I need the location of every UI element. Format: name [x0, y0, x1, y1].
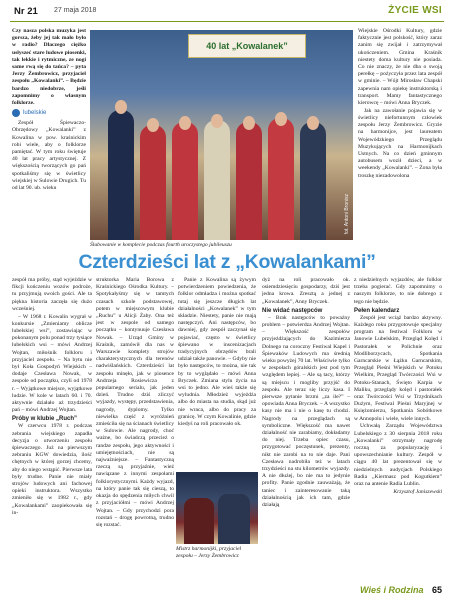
- body-text: – Brak następców to poważny problem – potwierdza Andrzej Wojtan. – Większość zespołów przyjeżdżających do Kazimierza Dolnego na coroczny Festiwal Kapel i Śpiewaków Ludowych ma średnią wieku powyżej 70 lat. Właściwie tylko w zespołach góralskich jest pod tym względem lepiej. – Ale są tacy, którzy są miejscu i mogliby przyjść do zespołu. Ale teraz się liczy kasa. I pierwsze pytanie brzmi „za ile?” – opowiada Anna Bryczek. – A wszystko kasy nie ma i nie o kasę tu chodzi. Nagrody na przeglądach są symboliczne. Większość ma nawet działalność nie zarabiamy, dokładamy do niej. Trzeba opiec czasu, przygotować poczęstunek, prezenty, nikt nie zarobi na to nie daje. Pani Czesława nadrobiła też w latach trzydzieści na stu kilometrów wyjazdy. A nie dłużej, bo nie ma to jedynie profity. Panie zgodnie zauważają, że taniec i zainteresowanie taką działalnością jak ich tam, gdzie działają: [262, 314, 350, 509]
- subheading: Próby w klubie „Ruch”: [12, 416, 78, 423]
- photo-head: [147, 118, 159, 132]
- subheading: Pełen kalendarz: [354, 307, 400, 314]
- bottom-column-2: [96, 277, 174, 592]
- body-text: W czerwcu 1978 r. podczas zebrania wiejskiego zapadła decyzja o utworzeniu zespołu śpiewaczego. Już na pierwszym zebraniu KGW dowiedzia, ilość chętnych w której gorzej chcemy, aby do niego wstąpić. Pierwsze lata były trudne. Panie nie miały strojów ludowych ani fachowej opieki instruktora. Wszystko zmieniło się w 1982 r., gdy „Kowalankami” zaopiekowała się in-: [12, 423, 92, 516]
- intro-text: Zespół Śpiewaczo-Obrzędowy „Kowalanki” z Kowalina w pow. kraśnickim robi wiele, aby o folklorze pamiętać. W tym roku świętuje 40 lat pracy artystycznej. Z większością tworzących go pań spotkaliśmy się w świetlicy wiejskiej w Sulowie Drugich. Tu od lat 90. ub. wieku: [12, 120, 86, 192]
- photo-figure: [108, 110, 134, 240]
- photo-figure: [268, 118, 294, 240]
- right-text-1: Wiejskie Ośrodki Kultury, gdzie faktycznie jest polskość, który zaraz zanim się zwijał i zatrzymywał ukończeniem. Gmina Kraśnik niestety doma kultury nie posiada. Co nie znaczy, że nie dba o swoją perełkę – pożyczyła przez lata zespół w gminie. – Wójt Mirosław Chapski zapewnia nam opiekę instruktorską i transport. Mamy fantastycznego kierowcę – mówi Anna Bryczek.: [358, 28, 442, 107]
- photo-figure: [172, 122, 198, 240]
- main-photo: [90, 30, 353, 240]
- photo-caption: Ślubowanie w komplecie podczas fourth uroczystego jubileuszu: [90, 242, 232, 248]
- right-text-2: Jak na zawołanie pojawia się w świetlicy niefortunnym człowiek zespołu Jerzy Żembrowicz. Gryzie na harmonijce, jest laureatem Wojewódzkiego Przeglądu Muzykujących na Harmonijkach Ustnych. Na co dzień gminnym autobusem woził dzieci, a w weekendy „Kowalanki”. – Żona była troszkę niezadowolona: [358, 107, 442, 179]
- body-text: Panie z Kowalina są żywym potwierdzeniem powiedzenia, że folklor odmładza i można spotkać tutaj się jeszcze długich lat działalności „Kowalanek” w tym składzie. Niestety, panie nie mają następczyń. Ani następców, bo dawniej, gdy zespół zaczynał się pojawiać, często w świetlicy śpiewano w inscenizacjach tradycyjnych obrzędów brali udział także panowie. – Gdyby nie było następców, to można, nie tak by to wyglądało – mówi Anna Bryczek. Zmiana stylu życia na wsi to jedno. Ale wieś także się wyludnia. Młodzież wyjeżdża albo do miasta na studia, skąd już nie wraca, albo do pracy za granicę. W czym Kowalinie, gdzie kiedyś na roli pracowało ok.: [178, 277, 256, 428]
- body-text: dyż na roli pracowało ok. osiemdziesięciu gospodarzy, dziś jest jedna krowa. Zresztą a jednej z „Kowalanek”, Anny Bryczek.: [262, 277, 350, 305]
- photo-head: [307, 116, 319, 130]
- right-column: [358, 28, 442, 246]
- bottom-column-4: [262, 277, 350, 592]
- bottom-column-5: [354, 277, 442, 577]
- page-number: 65: [431, 585, 442, 595]
- photo-head: [243, 116, 255, 130]
- body-text: Zespół jest wciąż bardzo aktywny. Każdego roku przygotowuje specjalny program na festiwal Folkloru w Janowie Lubelskim, Przegląd Kolęd i Pastorałek w Polichnie oraz Modliborzycach, Spotkania Garncarskie w Łążku Garncarskim, Przegląd Pieśni Wiejskich w Potoku Wielkim, Przegląd Twórczości Wsi w Potoku-Stanach, Święto Karpia w Maliku, przeglądy kolęd i pastorałek oraz Twórczości Wsi w Trzydnikach Dużym, Festiwal Pieśni Maryjnej w Księżomierzu, Spotkania Sobótkowe w Annopolu i wiele, wiele innych.: [354, 314, 442, 422]
- bottom-column-1: [12, 277, 92, 592]
- portrait-caption: Mistrz harmonijki, przyjaciel zespołu – Jerzy Żembrowicz: [176, 546, 242, 559]
- portrait-photo: [176, 472, 258, 544]
- photo-figure: [204, 120, 230, 240]
- region-label: lubelskie: [23, 110, 47, 117]
- page-footer: [360, 585, 442, 595]
- region-tag: [12, 109, 86, 117]
- lead-text: Czy nasza polska muzyka jest gorsza, żeby jej tak mało było w radio? Dlaczego ciężko usłyszeć stare ludowe piosenki, tak lekkie i rytmiczne, ze nogi same rwą się do tańca? – pyta Jerzy Żembrowicz, przyjaciel zespołu „Kowalanki”. – Będzie bardzo niedobrze, jeśli zapomnimy o własnym folklorze.: [12, 28, 86, 107]
- article-title: Czterdzieści lat z „Kowalankami”: [78, 251, 376, 273]
- header-rule: [10, 21, 444, 22]
- photo-figure: [236, 122, 262, 240]
- photo-banner: 40 lat „Kowalanek”: [188, 34, 306, 58]
- photo-figure: [184, 498, 214, 544]
- issue-number: Nr 21: [14, 6, 38, 17]
- photo-head: [179, 116, 191, 130]
- body-text: Uchwałą Zarządu Województwa Lubelskiego z 30 sierpnia 2018 roku „Kowalanki” otrzymały nagrodę roczną za popularyzację i upowszechnianie kultury. Zespół w ciągu 40 lat prezentował się w niedzielnych audycjach Polskiego Radia „Kiermasz pod Kogutkiem” oraz na antenie Radia Lublin.: [354, 423, 442, 487]
- photo-figure: [300, 122, 326, 240]
- photo-head: [115, 100, 127, 114]
- body-text: struktorka Maria Borowa z Kraśnickiego Ośrodka Kultury. – Spotykałyśmy się w tamtych czasach szkole podstawowej, potem w miejscowym klubie „Ruchu” u Alicji Żaby. Ona też jest w zespole od samego początku – kontynuuje Czesława Nowak. – Urząd Gminy w Kraśnik, zamówił dla nas w Warszawie komplety strojów charakterystycznych dla terenów nadwiślańskich. Czterdzieści lat zespołu minęło, jak w piosence Andrzeja Rosiewicza z popularnego serialu, jak jeden dzień. Trudno dziś zliczyć wyjazdy, występy, przedstawienia, nagrody, dyplomy. Tylko niewielka część z wyróżnień zmieściła się na ścianach świetlicy w Sulowie. Ale nagrody, choć ważne, bo świadczą przecież o randze zespołu, jego aktywności i umiejętnościach, nie są najważniejsze. – Fantastyczną rzeczą są przyjaźnie, wieź nawiązane z innymi zespołami folklorystycznymi. Każdy wyjazd, na który panie tak się cieszą, to okazja do spędzenia miłych chwil z przyjaciółmi – mówi Andrzej Wojtan. – Gdy przychodzi pora rozstań – drogę powrotną, trudno się rozstać.: [96, 277, 174, 528]
- body-text: z niedzielnych wyjazdów, ale folklor trzeba pogierać. Gdy zapomnimy o naszym folklorze, to nie dobrego z tego nie będzie.: [354, 277, 442, 305]
- left-column: [12, 28, 86, 243]
- author-signature: Krzysztof Janiszewski: [393, 488, 442, 495]
- magazine-name: Wieś i Rodzina: [360, 585, 424, 595]
- issue-date: 27 maja 2018: [54, 7, 97, 14]
- photo-figure: [140, 125, 166, 240]
- photo-figure: [218, 494, 250, 544]
- body-text: – W 1968 r. Kowalin wygrał w konkursie „Zmieniamy oblicze lubelskiej wsi”, zostawiając w pokonanym polu ponad trzy tysiące lubelskich wsi – mówi Andrzej Wojtan, miłośnik folkloru i przyjaciel zespołu. – Na bytu nie był Koła Gospodyń Wiejskich – dodaje Czesława Nowak, w zespole od początku, czyli od 1978 r. – Wyjątkowe miejsce, wyjątkowe ludzie. W kole w latach 60. i 70. aktywnie działało aż trzydzieści pań – mówi Andrzej Wojtan.: [12, 313, 92, 414]
- photo-credit: fot. Antoni Bronisz: [344, 193, 350, 234]
- brand-name: ŻYCIE WSI: [388, 5, 442, 16]
- body-text: zespół ma próby, stąd wyjeździe w fikcji kończeniu wozów podroże, tu przyjmują swoich gości. Ale ta piękna historia zaczęła się dużo wcześniej.: [12, 277, 92, 312]
- photo-head: [211, 114, 223, 128]
- bottom-column-3: [178, 277, 256, 469]
- photo-head: [275, 112, 287, 126]
- subheading: Nie widać następców: [262, 307, 323, 314]
- region-icon: [12, 109, 20, 117]
